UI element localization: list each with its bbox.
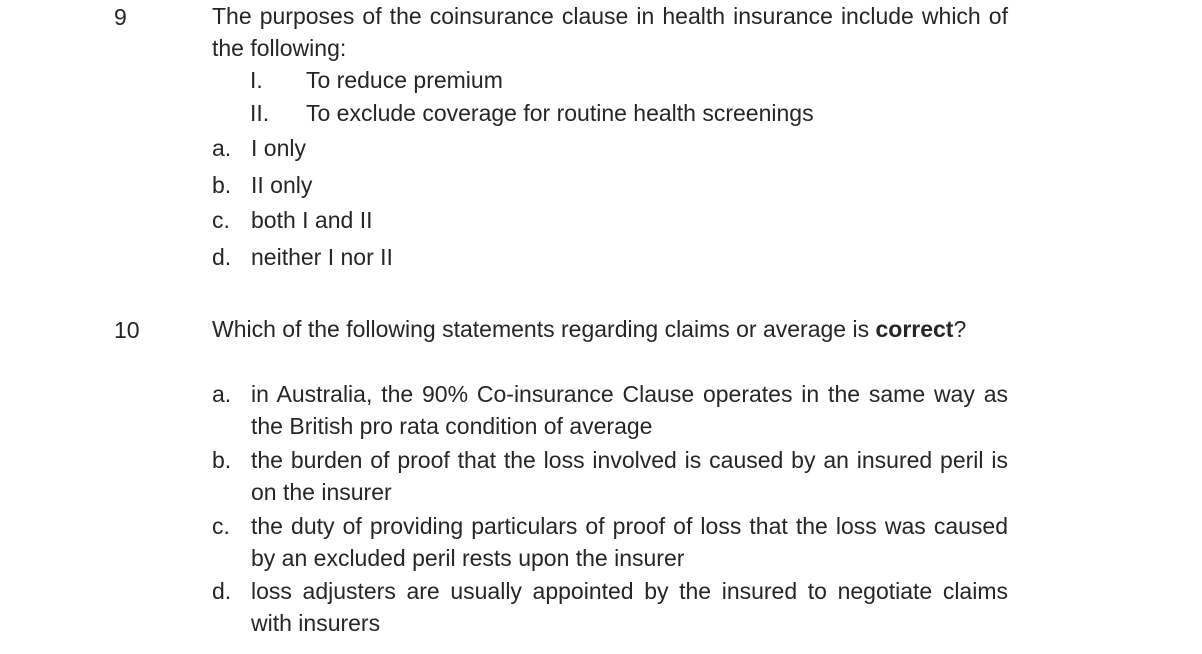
option-letter: d. (212, 244, 232, 270)
answer-option (212, 444, 1008, 508)
option-letter: c. (212, 513, 230, 539)
statement-text: To reduce premium (306, 67, 503, 93)
answer-option (212, 378, 1008, 442)
option-text: the burden of proof that the loss involved is caused by an insured peril is on the insurer (251, 447, 1008, 505)
statement-numeral: II. (250, 100, 270, 126)
option-letter: b. (212, 447, 232, 473)
answer-option (212, 575, 1008, 639)
statement-text: To exclude coverage for routine health screenings (306, 100, 814, 126)
statement-numeral: I. (250, 67, 263, 93)
option-text: the duty of providing particulars of proof of loss that the loss was caused by an excluded peril rests upon the insurer (251, 513, 1008, 571)
answer-option (212, 204, 1008, 236)
option-letter: d. (212, 578, 232, 604)
question-stem (212, 313, 1008, 345)
option-text: both I and II (251, 207, 373, 233)
option-text: loss adjusters are usually appointed by the insured to negotiate claims with insurers (251, 578, 1008, 636)
stem-emphasis: correct (875, 316, 954, 342)
option-letter: b. (212, 172, 232, 198)
statement-item (250, 97, 814, 129)
question-number: 9 (114, 4, 127, 30)
question-stem: The purposes of the coinsurance clause in health insurance include which of the following: (212, 3, 1008, 61)
option-letter: c. (212, 207, 230, 233)
option-text: in Australia, the 90% Co-insurance Clause operates in the same way as the British pro rata condition of average (251, 381, 1008, 439)
option-text: II only (251, 172, 313, 198)
option-text: neither I nor II (251, 244, 393, 270)
option-text: I only (251, 135, 306, 161)
option-letter: a. (212, 135, 232, 161)
question-number: 10 (114, 317, 140, 343)
answer-option (212, 169, 1008, 201)
stem-punctuation: ? (953, 316, 967, 342)
statement-item (250, 64, 503, 96)
option-letter: a. (212, 381, 232, 407)
stem-text: Which of the following statements regarding claims or average is (212, 316, 870, 342)
answer-option (212, 132, 1008, 164)
answer-option (212, 241, 1008, 273)
answer-option (212, 510, 1008, 574)
